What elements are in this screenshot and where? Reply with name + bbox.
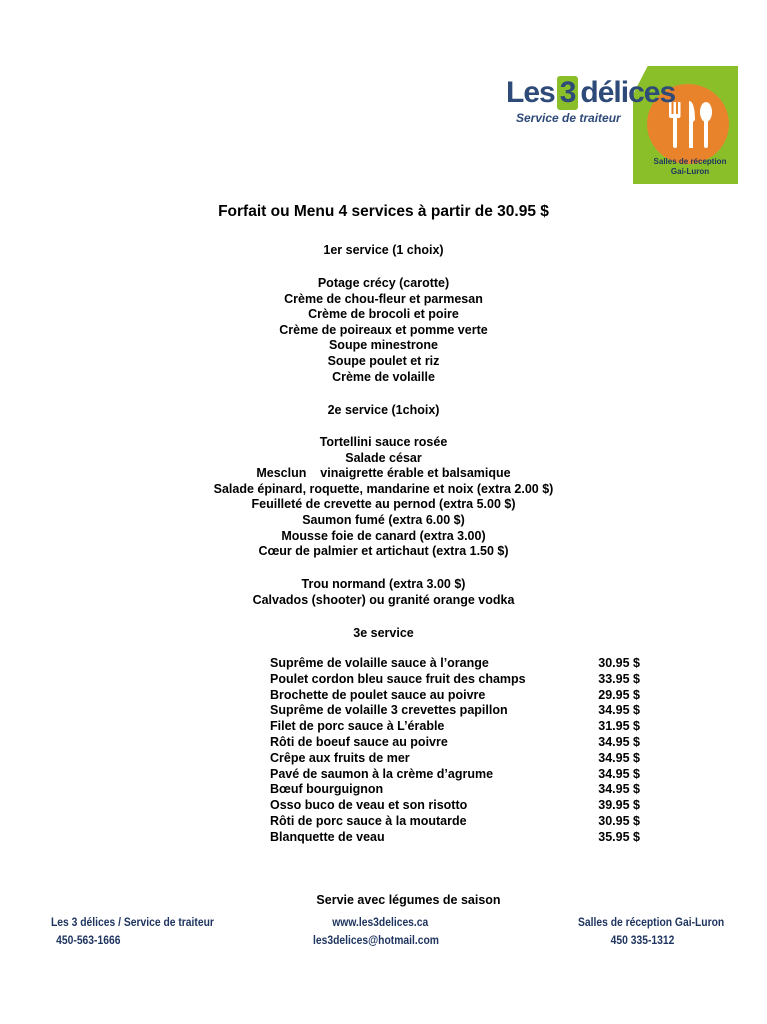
table-row	[270, 703, 640, 719]
logo-delices: délices	[580, 76, 676, 109]
dish-name: Pavé de saumon à la crème d’agrume	[270, 766, 494, 781]
dish-name: Bœuf bourguignon	[270, 782, 384, 797]
trou-list	[0, 577, 767, 608]
list-item: Mousse foie de canard (extra 3.00)	[281, 528, 486, 543]
footer-left-name: Les 3 délices / Service de traiteur	[51, 915, 214, 929]
logo-wordmark	[506, 76, 675, 110]
footer-email-link[interactable]: les3delices@hotmail.com	[313, 933, 439, 947]
dish-price: 39.95 $	[598, 798, 640, 813]
dish-price: 35.95 $	[598, 829, 640, 844]
service2-section	[0, 403, 767, 419]
dish-name: Blanquette de veau	[270, 829, 385, 844]
list-item: Saumon fumé (extra 6.00 $)	[302, 512, 465, 527]
dish-name: Rôti de porc sauce à la moutarde	[270, 813, 467, 828]
table-row	[270, 672, 640, 688]
list-item: Potage crécy (carotte)	[317, 276, 450, 290]
service1-section	[0, 243, 767, 259]
dish-name: Crêpe aux fruits de mer	[270, 750, 410, 765]
service1-list	[0, 276, 767, 385]
list-item: Mesclun vinaigrette érable et balsamique	[256, 466, 511, 481]
dish-price: 33.95 $	[598, 671, 640, 686]
dish-price: 34.95 $	[598, 703, 640, 718]
dish-price: 34.95 $	[598, 750, 640, 765]
dish-name: Suprême de volaille sauce à l’orange	[270, 656, 489, 670]
list-item: Feuilleté de crevette au pernod (extra 5.00 $)	[251, 497, 516, 512]
dish-name: Brochette de poulet sauce au poivre	[270, 687, 486, 702]
footer-website-link[interactable]: www.les3delices.ca	[332, 915, 429, 929]
dish-price: 34.95 $	[598, 766, 640, 781]
table-row	[270, 798, 640, 814]
page-title: Forfait ou Menu 4 services à partir de 30.95 $	[218, 203, 549, 220]
list-item: Crème de chou-fleur et parmesan	[284, 291, 483, 306]
logo-tagline: Service de traiteur	[516, 111, 621, 125]
list-item: Crème de brocoli et poire	[308, 307, 459, 322]
list-item: Salade césar	[345, 450, 422, 465]
dish-price: 34.95 $	[598, 734, 640, 749]
dish-name: Rôti de boeuf sauce au poivre	[270, 734, 448, 749]
company-logo	[506, 66, 738, 184]
footer-left	[51, 913, 214, 949]
list-item: Calvados (shooter) ou granité orange vodka	[252, 592, 515, 607]
dish-name: Osso buco de veau et son risotto	[270, 798, 468, 813]
dish-price: 29.95 $	[598, 687, 640, 702]
list-item: Soupe poulet et riz	[327, 353, 440, 368]
table-row	[270, 688, 640, 704]
footer-note: Servie avec légumes de saison	[316, 893, 501, 907]
table-row	[270, 767, 640, 783]
table-row	[270, 814, 640, 830]
logo-les: Les	[506, 76, 555, 109]
list-item: Crème de poireaux et pomme verte	[279, 322, 488, 337]
list-item: Crème de volaille	[332, 369, 435, 384]
dish-name: Filet de porc sauce à L’érable	[270, 719, 445, 734]
footer-right	[578, 913, 724, 949]
service3-heading: 3e service	[353, 626, 414, 640]
list-item: Soupe minestrone	[328, 338, 439, 353]
logo-salles-line2: Gai-Luron	[670, 167, 710, 176]
table-row	[270, 782, 640, 798]
dish-price: 34.95 $	[598, 782, 640, 797]
service1-heading: 1er service (1 choix)	[323, 243, 444, 257]
service2-list	[0, 435, 767, 560]
logo-three: 3	[557, 76, 579, 110]
logo-salles	[644, 157, 736, 177]
service3-section	[0, 626, 767, 642]
footer-left-phone: 450-563-1666	[56, 933, 121, 947]
list-item: Trou normand (extra 3.00 $)	[301, 577, 466, 591]
dish-name: Poulet cordon bleu sauce fruit des champs	[270, 671, 526, 686]
dish-name: Suprême de volaille 3 crevettes papillon	[270, 703, 508, 718]
list-item: Cœur de palmier et artichaut (extra 1.50 $)	[258, 544, 509, 559]
service3-list	[270, 656, 640, 846]
dish-price: 30.95 $	[598, 813, 640, 828]
table-row	[270, 656, 640, 672]
footer-center	[313, 913, 439, 949]
dish-price: 31.95 $	[598, 719, 640, 734]
service2-heading: 2e service (1choix)	[327, 403, 440, 417]
list-item: Salade épinard, roquette, mandarine et noix (extra 2.00 $)	[213, 481, 554, 496]
table-row	[270, 735, 640, 751]
footer-right-phone: 450 335-1312	[610, 933, 675, 947]
table-row	[270, 719, 640, 735]
dish-price: 30.95 $	[598, 656, 640, 670]
table-row	[270, 830, 640, 846]
list-item: Tortellini sauce rosée	[319, 435, 448, 449]
logo-salles-line1: Salles de réception	[653, 157, 727, 166]
table-row	[270, 751, 640, 767]
footer-right-name: Salles de réception Gai-Luron	[578, 915, 725, 929]
